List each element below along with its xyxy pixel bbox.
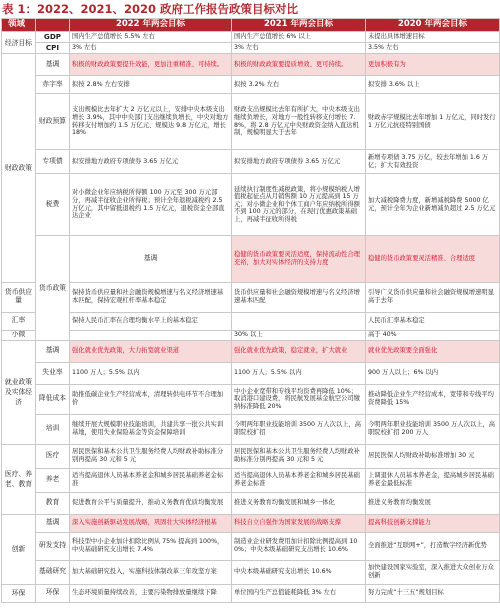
cell-med-2020: 居民医保人均财政补助标准增加 30 元: [366, 444, 500, 468]
table-row-fiscal-base: [2, 54, 500, 76]
table-row-smb: [2, 330, 500, 340]
cell-pension-2021: 适当提高退休人员基本养老金和城乡居民基础养老金标准: [232, 468, 366, 492]
domain-social: 医疗、养老、教育: [2, 444, 36, 514]
cell-fbase-2021: 积极的财政政策要提质增效、更可持续。: [232, 54, 366, 76]
table-header-row: [2, 19, 500, 32]
sub-special-bond: 专项债: [36, 150, 70, 174]
cell-cpi-2020: 3.5% 左右: [366, 43, 500, 54]
cell-pension-2022: 适当提高退休人员基本养老金和城乡居民基础养老金标准: [70, 468, 232, 492]
table-row-rnd: [2, 532, 500, 560]
cell-green-2020: 努力完成“十三五”规划目标: [366, 584, 500, 602]
cell-bond-2021: 拟安排地方政府专项债券 3.65 万亿元: [232, 150, 366, 174]
sub-deficit: 赤字率: [36, 76, 70, 94]
sub-cpi: CPI: [36, 43, 70, 54]
cell-budget-2021: 财政支出规模比去年有所扩大，中央本级支出继续负增长，对地方一般性转移支付增长 7.8%，将 2.8 万亿元中央财政资金纳入直达机制，规模明显大于去年: [232, 94, 366, 150]
cell-gdp-2021: 国内生产总值增长 6% 以上: [232, 32, 366, 43]
cell-rnd-2021: 制造业企业研发费用加计扣除比例提高到 100%；中央本级基础研究支出增长 10.6%: [232, 532, 366, 560]
cell-fx-2020: 人民币汇率基本稳定: [366, 312, 500, 330]
cell-tax-2022: 对小微企业年应纳税所得额 100 万元至 300 万元部分，再减半征收企业所得税；预计全年退税减税约 2.5 万亿元，其中留抵退税约 1.5 万亿元，退税资金全部直达企业: [70, 174, 232, 236]
cell-fbase-2020: 更加积极有为: [366, 54, 500, 76]
sub-tax: 税费: [36, 174, 70, 236]
cell-smb-2021: 30% 以上: [232, 330, 366, 340]
cell-ibase-2020: 提高科技创新支撑能力: [366, 514, 500, 532]
sub-money-supply: 货币供应量: [2, 282, 36, 312]
header-2021: 2021 年两会目标: [232, 19, 366, 32]
cell-budget-2022: 支出规模比去年扩大 2 万亿元以上，安排中央本级支出增长 3.9%，其中中央部门支出继续负增长，中央对地方转移支付增加约 1.5 万亿元、规模达 9.8 万亿元，增长 18%: [70, 94, 232, 150]
sub-training: 培训: [36, 414, 70, 444]
cell-ibase-2022: 深入实施创新驱动发展战略，巩固壮大实体经济根基: [70, 514, 232, 532]
sub-unemployment: 失业率: [36, 362, 70, 384]
cell-ebase-2020: 就业优先政策要全面强化: [366, 340, 500, 362]
cell-m2-2020: 引导广义货币供应量和社会融资规模增速明显高于去年: [366, 282, 500, 312]
cell-mbase-2021: 稳健的货币政策要灵活精准、合理适度: [366, 236, 500, 283]
cell-smb-2022: [70, 330, 232, 340]
cell-m2-2022: 保持货币供应量和社会融资规模增速与名义经济增速基本匹配，保持宏观杠杆率基本稳定: [70, 282, 232, 312]
sub-environment: 环保: [36, 584, 70, 602]
cell-basic-2021: 中央本级基础研究支出增长 10.6%: [232, 560, 366, 584]
cell-budget-2020: 财政赤字规模比去年增加 1 万亿元，同时发行 1 万亿元抗疫特别国债: [366, 94, 500, 150]
cell-basic-2020: 加快建设国家实验室，深入推进大众创业万众创新: [366, 560, 500, 584]
cell-fbase-2022: 积极的财政政策要提升效能，更加注重精准、可持续。: [70, 54, 232, 76]
cell-cost-2022: 助推低碳企业生产经营成本，清理转供电环节不合理加价: [70, 384, 232, 414]
cell-pension-2020: 上调退休人员基本养老金，提高城乡居民基础养老金最低标准: [366, 468, 500, 492]
cell-ebase-2021: 强化就业优先政策，稳定就业，扩大就业: [232, 340, 366, 362]
sub-fiscal-base: 基调: [36, 54, 70, 76]
table-row-budget: [2, 94, 500, 150]
cell-train-2022: 继续开展大规模职业技能培训，共建共享一批公共实训基地，使用失业保险基金等资金保障培训: [70, 414, 232, 444]
sub-basic-research: 基础研究: [36, 560, 70, 584]
table-row-innovation-base: [2, 514, 500, 532]
table-row-cpi: [2, 43, 500, 54]
header-2020: 2020 年两会目标: [366, 19, 500, 32]
cell-m2-2021: 货币供应量和社会融资规模增速与名义经济增速基本匹配: [232, 282, 366, 312]
table-row-special-bond: [2, 150, 500, 174]
cell-cpi-2022: 3% 左右: [70, 43, 232, 54]
cell-edu-2021: 推进义务教育均衡发展和城乡一体化: [232, 492, 366, 514]
domain-monetary: 货币政策: [36, 236, 70, 341]
table-row-pension: [2, 468, 500, 492]
cell-unemp-2021: 1100 万人；5.5% 以内: [232, 362, 366, 384]
cell-bond-2022: 拟安排地方政府专项债券 3.65 万亿元: [70, 150, 232, 174]
sub-pension: 养老: [36, 468, 70, 492]
table-row-basic-research: [2, 560, 500, 584]
domain-fiscal: 财政政策: [2, 54, 36, 283]
sub-education: 教育: [36, 492, 70, 514]
cell-deficit-2021: 拟按 3.2% 左右: [232, 76, 366, 94]
cell-cpi-2021: 3% 左右: [232, 43, 366, 54]
cell-tax-2021: 延续执行制度性减税政策，将小规模纳税人增值税起征点从月销售额 10 万元提高到 15 万元；对小微企业和个体工商户年应纳税所得额不到 100 万元的部分，在现行优惠政策基础上，再减半征收所得税: [232, 174, 366, 236]
cell-cost-2021: 中小企业宽带和专线平均资费再降低 10%；取消港口建设费，将民航发展基金航空公司缴纳标准降低 20%: [232, 384, 366, 414]
domain-env: 环保: [2, 584, 36, 602]
table-row-monetary-base: [2, 236, 500, 283]
sub-smb: 小微: [2, 330, 36, 340]
cell-tax-2020: 加大减税降费力度，新增减税降费 5000 亿元，预计全年为企业新增减负超过 2.5 万亿元: [366, 174, 500, 236]
header-2022: 2022 年两会目标: [70, 19, 232, 32]
cell-rnd-2022: 科技型中小企业加计扣除比例从 75% 提高到 100%，中央基础研究支出增长 7.4%: [70, 532, 232, 560]
cell-edu-2022: 促进教育公平与质量提升，推动义务教育优质均衡发展: [70, 492, 232, 514]
table-row-tax: [2, 174, 500, 236]
table-row-gdp: [2, 32, 500, 43]
cell-edu-2020: 推进义务教育均衡发展: [366, 492, 500, 514]
domain-employment: 就业政策及实体经济: [2, 340, 36, 444]
cell-basic-2022: 加大基础研究投入，实施科技体制改革三年攻坚方案: [70, 560, 232, 584]
cell-green-2021: 单位国内生产总值能耗降低 3% 左右: [232, 584, 366, 602]
table-row-unemployment: [2, 362, 500, 384]
table-row-medical: [2, 444, 500, 468]
table-row-training: [2, 414, 500, 444]
cell-unemp-2020: 900 万人以上；6% 以内: [366, 362, 500, 384]
table-row-environment: [2, 584, 500, 602]
sub-cost: 降低成本: [36, 384, 70, 414]
table-row-employment-base: [2, 340, 500, 362]
sub-budget: 财政预算: [36, 94, 70, 150]
cell-deficit-2022: 拟按 2.8% 左右安排: [70, 76, 232, 94]
cell-unemp-2022: 1100 万人；5.5% 以内: [70, 362, 232, 384]
domain-innovation: 创新: [2, 514, 36, 584]
sub-gdp: GDP: [36, 32, 70, 43]
cell-gdp-2020: 未提出具体增速目标: [366, 32, 500, 43]
cell-deficit-2020: 拟安排 3.6% 以上: [366, 76, 500, 94]
header-domain: 领域: [2, 19, 36, 32]
cell-smb-2020: 高于 40%: [366, 330, 500, 340]
cell-fx-2022: 保持人民币汇率在合理均衡水平上的基本稳定: [70, 312, 232, 330]
cell-ebase-2022: 强化就业优先政策，大力拓宽就业渠道: [70, 340, 232, 362]
policy-comparison-table: [1, 18, 500, 603]
cell-train-2021: 今明两年职业技能培训 3500 万人次以上，高职院校扩招: [232, 414, 366, 444]
header-blank: [36, 19, 70, 32]
sub-rnd: 研发支持: [36, 532, 70, 560]
cell-bond-2020: 新增专项债 3.75 万亿，较去年增加 1.6 万亿；扩大有效投资: [366, 150, 500, 174]
table-caption: 表 1：2022、2021、2020 政府工作报告政策目标对比: [2, 2, 299, 16]
cell-green-2022: 生态环境质量持续改善，主要污染物排放量继续下降: [70, 584, 232, 602]
sub-innovation-base: 基调: [36, 514, 70, 532]
cell-ibase-2021: 科技自立自强作为国家发展的战略支撑: [232, 514, 366, 532]
table-row-fx: [2, 312, 500, 330]
sub-employment-base: 基调: [36, 340, 70, 362]
cell-med-2021: 居民医保和基本公共卫生服务经费人均财政补助标准分别再提高 30 元和 5 元: [232, 444, 366, 468]
table-row-cost: [2, 384, 500, 414]
cell-med-2022: 居民医保和基本公共卫生服务经费人均财政补助标准分别再提高 30 元和 5 元: [70, 444, 232, 468]
cell-fx-2021: [232, 312, 366, 330]
table-row-deficit: [2, 76, 500, 94]
cell-cost-2020: 推动降低企业生产经营成本，宽带和专线平均资费降低 15%: [366, 384, 500, 414]
sub-fx: 汇率: [2, 312, 36, 330]
domain-econ: 经济目标: [2, 32, 36, 54]
table-row-money-supply: [2, 282, 500, 312]
sub-medical: 医疗: [36, 444, 70, 468]
cell-gdp-2022: 国内生产总值增长 5.5% 左右: [70, 32, 232, 43]
cell-mbase-2022: 稳健的货币政策要灵活适度，保持流动性合理充裕，加大对实体经济的支持力度: [232, 236, 366, 283]
table-row-education: [2, 492, 500, 514]
sub-monetary-base: 基调: [70, 236, 232, 283]
cell-rnd-2020: 全面推进“互联网+”，打造数字经济新优势: [366, 532, 500, 560]
cell-train-2020: 今明两年职业技能培训 3500 万人次以上，高职院校扩招 200 万人: [366, 414, 500, 444]
